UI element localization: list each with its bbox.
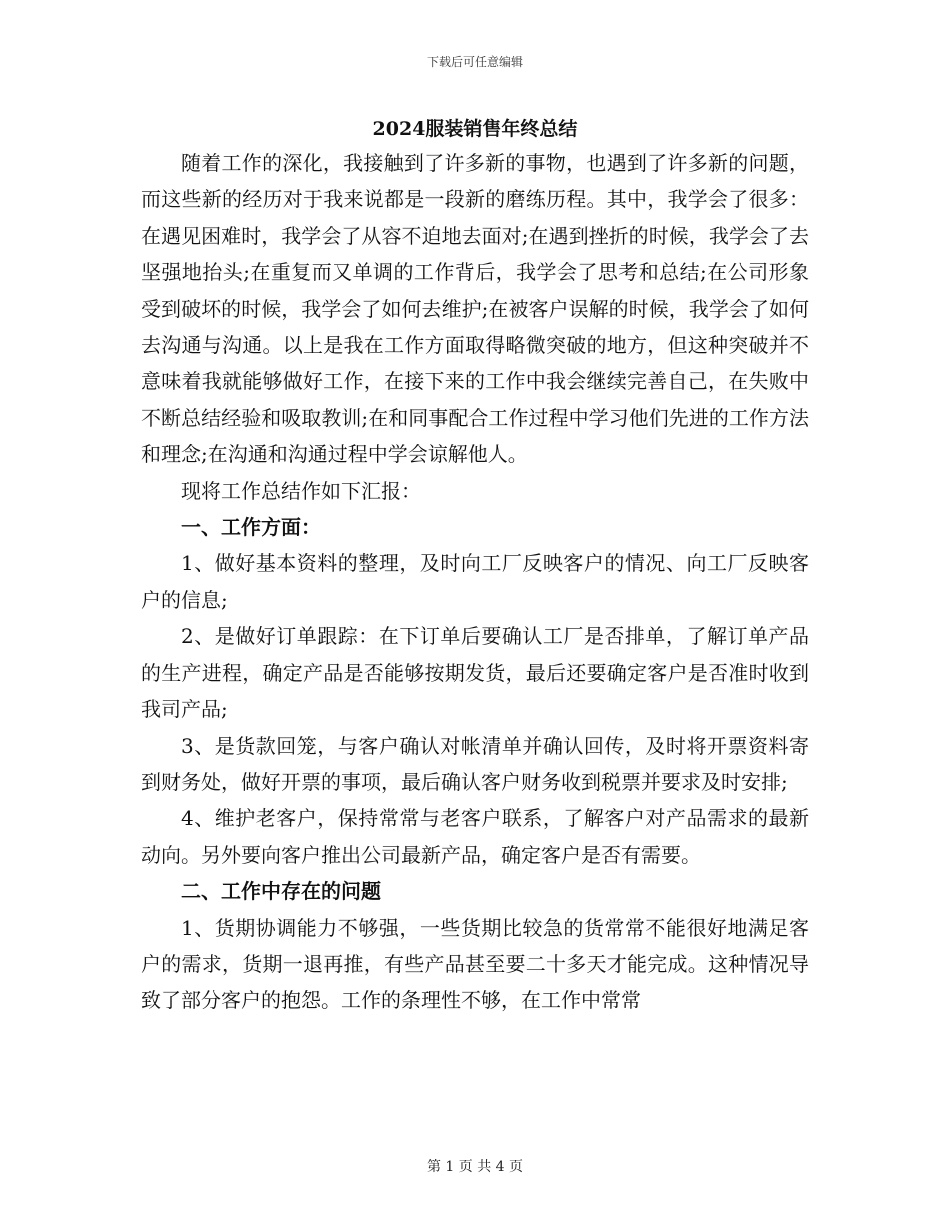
document-body (141, 145, 809, 1019)
page-number: 第 1 页 共 4 页 (426, 1159, 524, 1175)
section-heading-problems: 二、工作中存在的问题 (181, 879, 381, 904)
document-title: 2024服装销售年终总结 (372, 118, 578, 140)
list-item-3: 3、是货款回笼，与客户确认对帐清单并确认回传，及时将开票资料寄到财务处，做好开票的事项，最后确认客户财务收到税票并要求及时安排; (141, 733, 809, 794)
list-item-4: 4、维护老客户，保持常常与老客户联系，了解客户对产品需求的最新动向。另外要向客户推出公司最新产品，确定客户是否有需要。 (141, 806, 809, 867)
list-item-2: 2、是做好订单跟踪：在下订单后要确认工厂是否排单，了解订单产品的生产进程，确定产品是否能够按期发货，最后还要确定客户是否准时收到我司产品; (141, 624, 809, 722)
header-note: 下载后可任意编辑 (426, 55, 523, 69)
list-item-1: 1、做好基本资料的整理，及时向工厂反映客户的情况、向工厂反映客户的信息; (141, 551, 809, 612)
section-heading-work: 一、工作方面： (181, 515, 321, 540)
paragraph-report-lead: 现将工作总结作如下汇报： (181, 478, 421, 503)
problem-item-1: 1、货期协调能力不够强，一些货期比较急的货常常不能很好地满足客户的需求，货期一退再推，有些产品甚至要二十多天才能完成。这种情况导致了部分客户的抱怨。工作的条理性不够，在工作中常常 (141, 915, 809, 1013)
paragraph-intro: 随着工作的深化，我接触到了许多新的事物，也遇到了许多新的问题，而这些新的经历对于我来说都是一段新的磨练历程。其中，我学会了很多：在遇见困难时，我学会了从容不迫地去面对;在遇到挫折的时候，我学会了去坚强地抬头;在重复而又单调的工作背后，我学会了思考和总结;在公司形象受到破坏的时候，我学会了如何去维护;在被客户误解的时候，我学会了如何去沟通与沟通。以上是我在工作方面取得略微突破的地方，但这种突破并不意味着我就能够做好工作，在接下来的工作中我会继续完善自己，在失败中不断总结经验和吸取教训;在和同事配合工作过程中学习他们先进的工作方法和理念;在沟通和沟通过程中学会谅解他人。 (141, 151, 809, 467)
